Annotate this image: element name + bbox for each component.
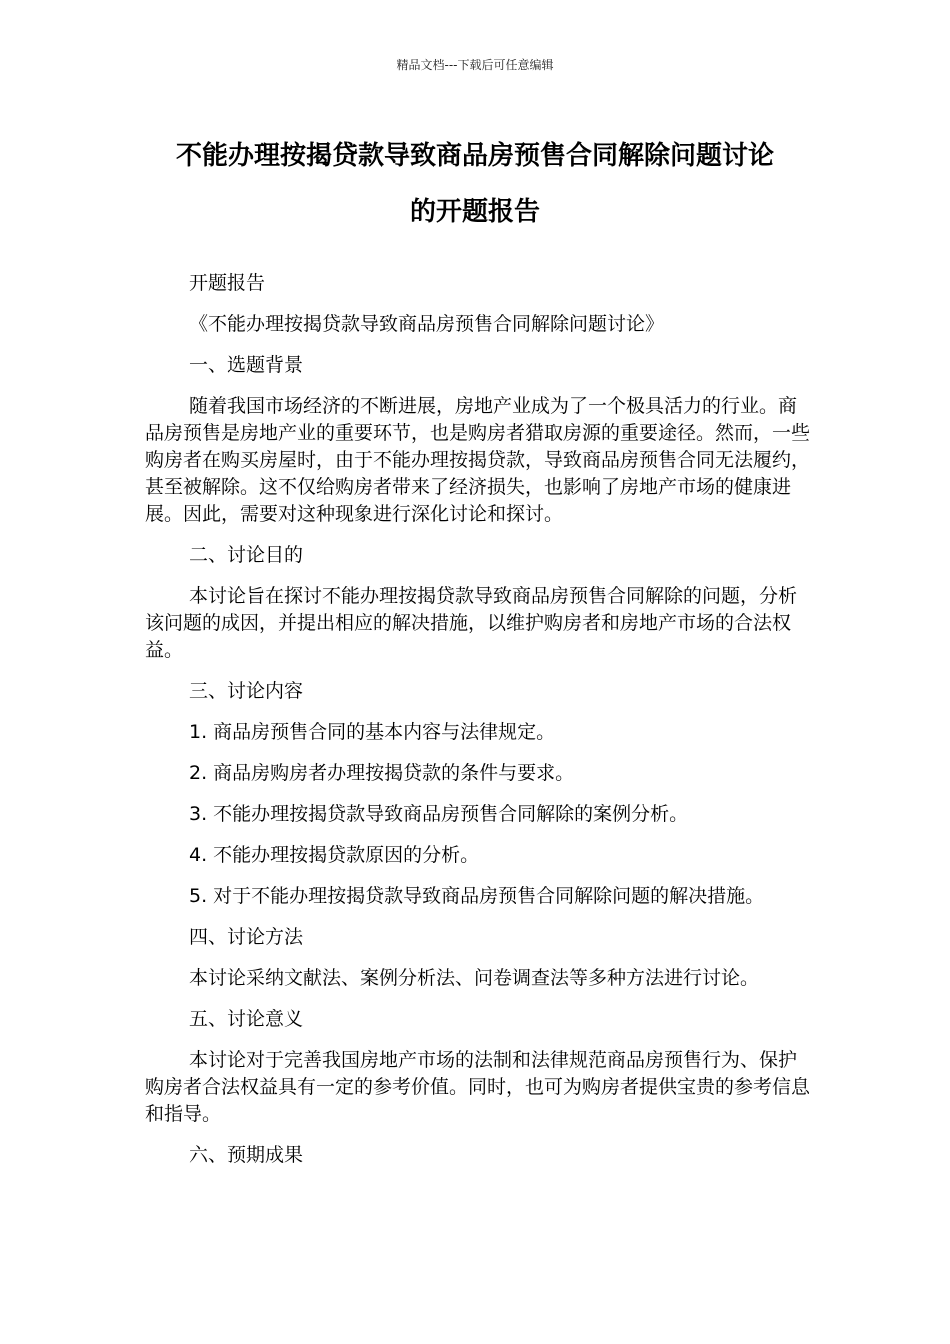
section-2-heading: 二、讨论目的: [189, 544, 304, 566]
section-3-item: 5. 对于不能办理按揭贷款导致商品房预售合同解除问题的解决措施。: [189, 885, 765, 907]
title-line-1: 不能办理按揭贷款导致商品房预售合同解除问题讨论: [175, 141, 774, 171]
report-subject: 《不能办理按揭贷款导致商品房预售合同解除问题讨论》: [189, 313, 665, 335]
section-4-text: 本讨论采纳文献法、案例分析法、问卷调查法等多种方法进行讨论。: [189, 967, 760, 989]
document-body: [145, 270, 815, 1183]
section-5-text: 本讨论对于完善我国房地产市场的法制和法律规范商品房预售行为、保护购房者合法权益具有一定的参考价值。同时，也可为购房者提供宝贵的参考信息和指导。: [145, 1049, 811, 1125]
section-3-item: 3. 不能办理按揭贷款导致商品房预售合同解除的案例分析。: [189, 803, 689, 825]
report-label: 开题报告: [189, 272, 266, 294]
section-6-heading: 六、预期成果: [189, 1144, 304, 1166]
section-3-heading: 三、讨论内容: [189, 680, 304, 702]
section-3-item: 2. 商品房购房者办理按揭贷款的条件与要求。: [189, 762, 575, 784]
title-line-2: 的开题报告: [409, 197, 540, 227]
section-1-heading: 一、选题背景: [189, 354, 304, 376]
section-2-text: 本讨论旨在探讨不能办理按揭贷款导致商品房预售合同解除的问题，分析该问题的成因，并提出相应的解决措施，以维护购房者和房地产市场的合法权益。: [145, 585, 798, 661]
section-5-heading: 五、讨论意义: [189, 1008, 304, 1030]
header-note: 精品文档---下载后可任意编辑: [396, 58, 554, 72]
section-3-item: 1. 商品房预售合同的基本内容与法律规定。: [189, 721, 556, 743]
document-title: [130, 134, 820, 234]
section-3-item: 4. 不能办理按揭贷款原因的分析。: [189, 844, 480, 866]
section-4-heading: 四、讨论方法: [189, 926, 304, 948]
section-1-text: 随着我国市场经济的不断进展，房地产业成为了一个极具活力的行业。商品房预售是房地产业的重要环节，也是购房者猎取房源的重要途径。然而，一些购房者在购买房屋时，由于不能办理按揭贷款，导致商品房预售合同无法履约，甚至被解除。这不仅给购房者带来了经济损失，也影响了房地产市场的健康进展。因此，需要对这种现象进行深化讨论和探讨。: [145, 395, 811, 525]
